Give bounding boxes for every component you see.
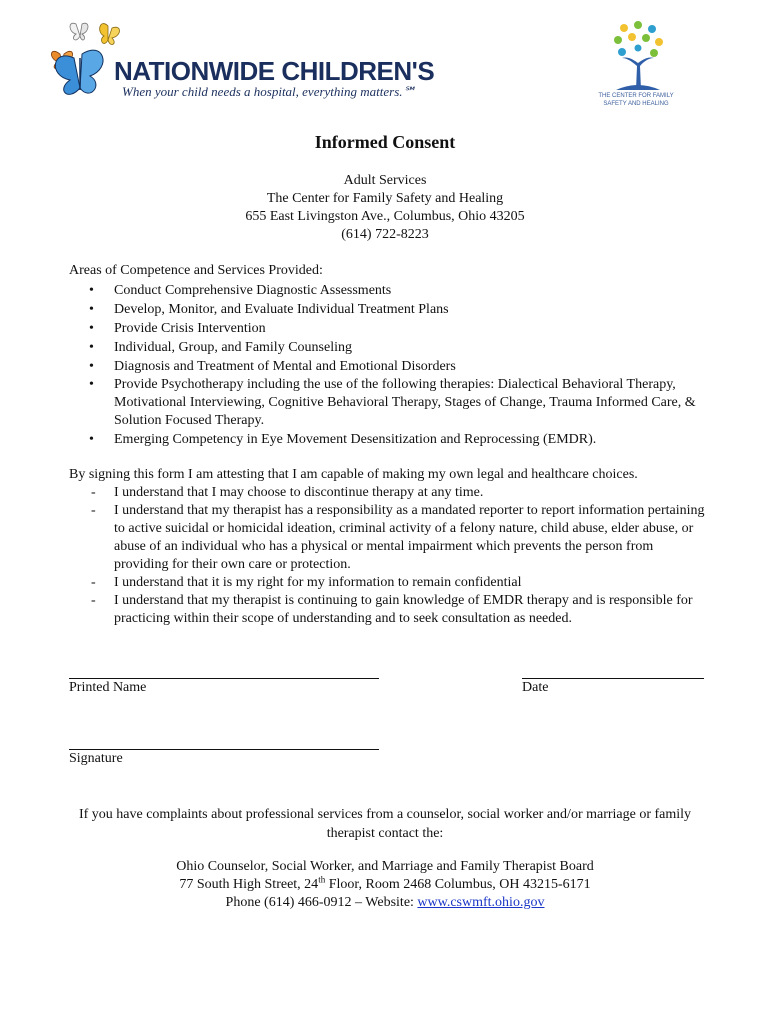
address-line: (614) 722-8223 [341, 227, 429, 242]
center-logo-line2: SAFETY AND HEALING [603, 101, 669, 107]
list-item [69, 281, 709, 300]
list-item [69, 338, 709, 357]
list-item-text: Develop, Monitor, and Evaluate Individual Treatment Plans [114, 302, 449, 317]
board-address-sup: th [318, 874, 326, 885]
page-title: Informed Consent [314, 132, 456, 152]
nationwide-childrens-logo [46, 18, 435, 102]
bullet-icon: • [89, 302, 94, 317]
printed-name-label: Printed Name [69, 680, 147, 695]
bullet-icon: • [89, 377, 94, 392]
website-link[interactable]: www.cswmft.ohio.gov [417, 895, 545, 910]
list-item-text: I understand that it is my right for my information to remain confidential [114, 575, 522, 590]
list-item [69, 574, 709, 592]
dash-icon: - [91, 503, 96, 518]
list-item [69, 357, 709, 376]
board-address-suffix: Floor, Room 2468 Columbus, OH 43215-6171 [325, 877, 591, 892]
consent-list [69, 484, 709, 628]
list-item-text: I understand that my therapist is continuing to gain knowledge of EMDR therapy and is responsible for practicing within their scope of understanding and to seek consultation as needed. [114, 593, 693, 626]
signature-label: Signature [69, 751, 123, 766]
brand-tagline: When your child needs a hospital, everything matters.℠ [122, 84, 416, 99]
list-item-text: Provide Crisis Intervention [114, 321, 266, 336]
list-item-text: I understand that my therapist has a responsibility as a mandated reporter to report information pertaining to active suicidal or homicidal ideation, criminal activity of a felony nature, child abuse, elder abuse, or abuse of an individual who has a physical or mental impairment which prevents the person from providing for their own care or protection. [114, 503, 705, 572]
date-label: Date [522, 680, 549, 695]
list-item [69, 319, 709, 338]
address-line: The Center for Family Safety and Healing [266, 191, 504, 206]
dash-icon: - [91, 485, 96, 500]
board-address-prefix: 77 South High Street, 24 [179, 877, 319, 892]
list-item-text: Provide Psychotherapy including the use of the following therapies: Dialectical Behavioral Therapy, Motivational Interviewing, Cognitive Behavioral Therapy, Stages of Change, Trauma Informed Care, & Solution Focused Therapy. [114, 377, 696, 428]
list-item [69, 430, 709, 449]
board-contact [0, 858, 770, 912]
bullet-icon: • [89, 283, 94, 298]
dash-icon: - [91, 575, 96, 590]
address-block [0, 172, 770, 244]
board-address [0, 876, 770, 894]
list-item-text: Diagnosis and Treatment of Mental and Emotional Disorders [114, 359, 456, 374]
areas-list [69, 281, 709, 449]
dash-icon: - [91, 593, 96, 608]
signature-line[interactable] [69, 749, 379, 750]
bullet-icon: • [89, 359, 94, 374]
printed-name-line[interactable] [69, 678, 379, 679]
center-for-family-safety-logo [594, 20, 678, 116]
address-line: Adult Services [343, 173, 427, 188]
list-item [69, 484, 709, 502]
consent-intro: By signing this form I am attesting that I am capable of making my own legal and healthcare choices. [69, 467, 638, 482]
complaint-text: If you have complaints about professional services from a counselor, social worker and/or marriage or family therapist contact the: [78, 807, 692, 841]
list-item [69, 300, 709, 319]
tree-icon [610, 20, 666, 92]
date-line[interactable] [522, 678, 704, 679]
list-item-text: I understand that I may choose to discontinue therapy at any time. [114, 485, 484, 500]
bullet-icon: • [89, 340, 94, 355]
bullet-icon: • [89, 321, 94, 336]
address-line: 655 East Livingston Ave., Columbus, Ohio 43205 [245, 209, 525, 224]
board-phone [0, 894, 770, 912]
bullet-icon: • [89, 432, 94, 447]
brand-name: NATIONWIDE CHILDREN'S [114, 56, 435, 86]
list-item-text: Individual, Group, and Family Counseling [114, 340, 352, 355]
list-item [69, 502, 709, 574]
list-item [69, 376, 709, 430]
list-item-text: Conduct Comprehensive Diagnostic Assessments [114, 283, 392, 298]
center-logo-line1: THE CENTER FOR FAMILY [598, 93, 674, 99]
center-logo-text [594, 92, 678, 108]
board-name: Ohio Counselor, Social Worker, and Marriage and Family Therapist Board [176, 859, 594, 874]
list-item [69, 592, 709, 628]
list-item-text: Emerging Competency in Eye Movement Desensitization and Reprocessing (EMDR). [114, 432, 597, 447]
board-phone-text: Phone (614) 466-0912 – Website: [225, 895, 418, 910]
areas-heading: Areas of Competence and Services Provided: [69, 263, 323, 278]
